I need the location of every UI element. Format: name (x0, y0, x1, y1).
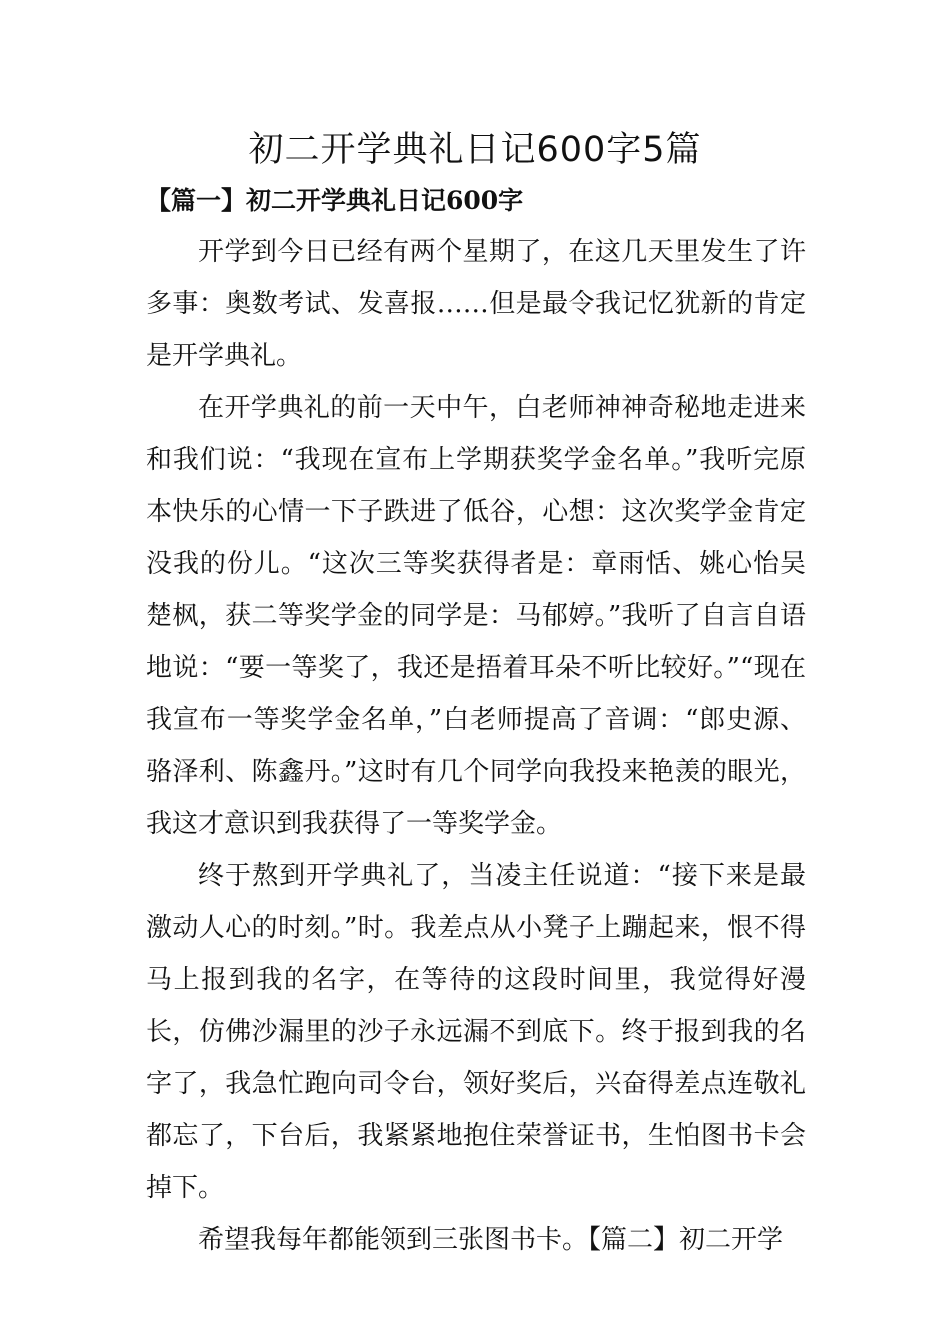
paragraph-3: 终于熬到开学典礼了，当凌主任说道：“接下来是最激动人心的时刻。”时。我差点从小凳子上蹦起来，恨不得马上报到我的名字，在等待的这段时间里，我觉得好漫长，仿佛沙漏里的沙子永远漏不到底下。终于报到我的名字了，我急忙跑向司令台，领好奖后，兴奋得差点连敬礼都忘了，下台后，我紧紧地抱住荣誉证书，生怕图书卡会掉下。 (146, 861, 806, 1203)
document-body (146, 226, 806, 1266)
paragraph-2: 在开学典礼的前一天中午，白老师神神奇秘地走进来和我们说：“我现在宣布上学期获奖学金名单。”我听完原本快乐的心情一下子跌进了低谷，心想：这次奖学金肯定没我的份儿。“这次三等奖获得者是：章雨恬、姚心怡吴楚枫，获二等奖学金的同学是：马郁婷。”我听了自言自语地说：“要一等奖了，我还是捂着耳朵不听比较好。”“现在我宣布一等奖学金名单，”白老师提高了音调：“郎史源、骆泽利、陈鑫丹。”这时有几个同学向我投来艳羡的眼光，我这才意识到我获得了一等奖学金。 (146, 393, 806, 839)
section-heading: 【篇一】初二开学典礼日记600字 (146, 186, 524, 215)
paragraph-1: 开学到今日已经有两个星期了，在这几天里发生了许多事：奥数考试、发喜报……但是最令我记忆犹新的肯定是开学典礼。 (146, 237, 806, 371)
document-title: 初二开学典礼日记600字5篇 (248, 130, 702, 170)
paragraph-4: 希望我每年都能领到三张图书卡。【篇二】初二开学 (198, 1225, 784, 1255)
